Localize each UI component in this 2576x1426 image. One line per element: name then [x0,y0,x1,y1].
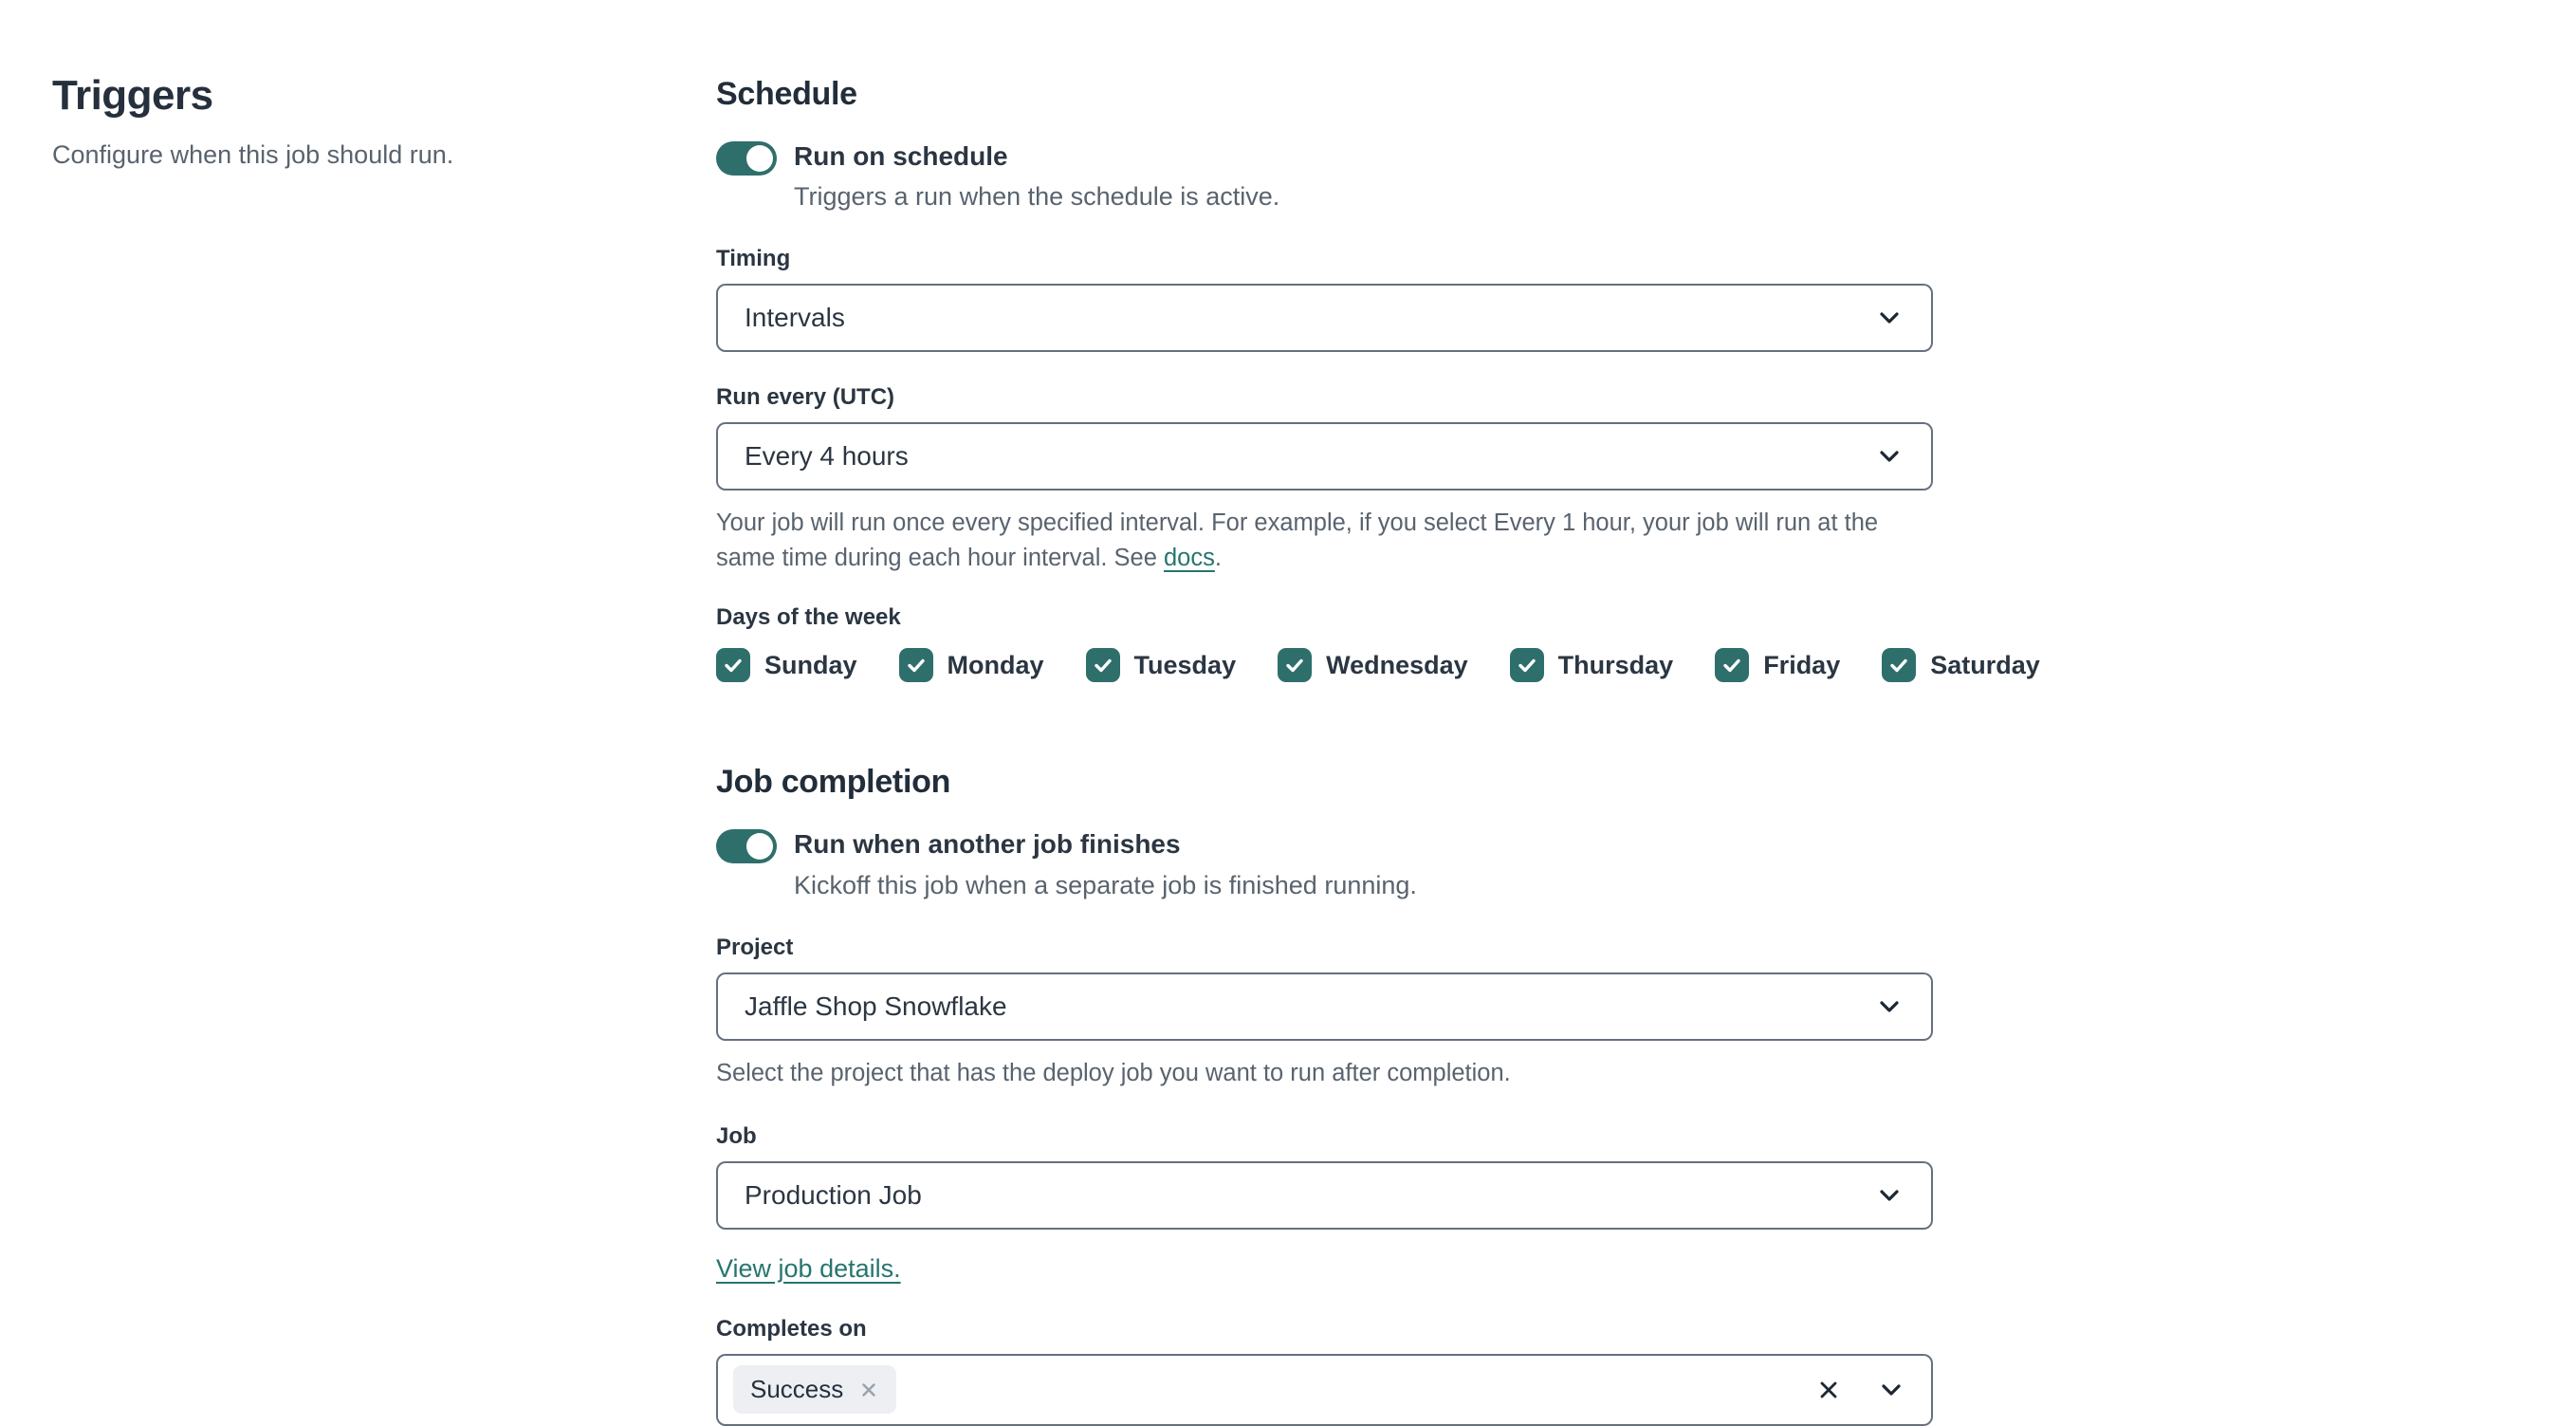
chevron-down-icon [1874,991,1904,1022]
run-when-job-finishes-description: Kickoff this job when a separate job is finished running. [794,870,1417,899]
view-job-details-row [716,1254,1933,1284]
schedule-heading: Schedule [716,76,857,112]
day-checkbox-tuesday[interactable] [1086,648,1237,682]
day-label: Thursday [1557,650,1674,679]
project-field-group [716,935,1933,1091]
completes-on-multiselect[interactable] [716,1354,1933,1426]
checked-checkbox-icon [1510,648,1544,682]
project-help-text: Select the project that has the deploy job you want to run after completion. [716,1059,1511,1086]
page-title: Triggers [52,72,213,119]
triggers-form [716,76,2040,1426]
checked-checkbox-icon [1882,648,1916,682]
help-text-before: Your job will run once every specified interval. For example, if you select Every 1 hour, your job will run at the same time during each hour interval. See [716,509,1879,572]
day-label: Sunday [764,650,857,679]
completes-on-field-group [716,1316,1933,1426]
timing-field-group [716,246,1933,352]
tag-label: Success [750,1375,844,1404]
job-field-group [716,1123,1933,1284]
toggle-text [794,827,1417,901]
day-checkbox-wednesday[interactable] [1278,648,1468,682]
job-select[interactable] [716,1161,1933,1230]
day-label: Saturday [1930,650,2040,679]
remove-tag-icon[interactable] [858,1380,879,1400]
day-checkbox-friday[interactable] [1715,648,1840,682]
project-select-value: Jaffle Shop Snowflake [745,991,1007,1021]
timing-label: Timing [716,246,791,272]
project-label: Project [716,934,794,960]
project-select[interactable] [716,972,1933,1041]
day-checkbox-saturday[interactable] [1882,648,2040,682]
toggle-text [794,139,1279,213]
clear-all-icon[interactable] [1815,1377,1842,1403]
days-of-week-label: Days of the week [716,604,901,631]
chevron-down-icon [1874,1180,1904,1211]
day-label: Monday [947,650,1044,679]
toggle-knob [746,145,773,172]
run-on-schedule-description: Triggers a run when the schedule is active. [794,182,1280,212]
run-when-job-finishes-row [716,827,1933,901]
run-when-job-finishes-label: Run when another job finishes [794,829,1181,860]
run-on-schedule-label: Run on schedule [794,141,1008,171]
days-of-week-row [716,648,2040,682]
checked-checkbox-icon [1278,648,1312,682]
job-select-value: Production Job [745,1179,922,1210]
toggle-knob [746,833,773,860]
view-job-details-link[interactable]: View job details. [716,1253,901,1283]
run-when-job-finishes-toggle[interactable] [716,829,777,863]
timing-select-value: Intervals [745,303,845,333]
run-on-schedule-toggle[interactable] [716,141,777,176]
chevron-down-icon [1874,303,1904,333]
run-every-select-value: Every 4 hours [745,441,909,472]
multiselect-controls [1815,1375,1906,1405]
checked-checkbox-icon [1715,648,1749,682]
run-every-label: Run every (UTC) [716,384,895,411]
selected-tag-success [733,1365,896,1414]
day-label: Friday [1763,650,1841,679]
day-checkbox-monday[interactable] [899,648,1044,682]
run-on-schedule-row [716,139,1933,213]
run-every-help-text [716,506,1933,576]
checked-checkbox-icon [1086,648,1120,682]
chevron-down-icon[interactable] [1876,1375,1906,1405]
day-label: Wednesday [1326,650,1468,679]
day-label: Tuesday [1133,650,1237,679]
checked-checkbox-icon [716,648,750,682]
days-of-week-group [716,604,2040,682]
run-every-select[interactable] [716,422,1933,491]
checked-checkbox-icon [899,648,933,682]
triggers-section-intro [52,72,640,170]
run-every-field-group [716,384,1933,576]
day-checkbox-thursday[interactable] [1510,648,1674,682]
docs-link[interactable]: docs [1164,545,1215,572]
page-subtitle: Configure when this job should run. [52,140,454,169]
chevron-down-icon [1874,441,1904,472]
job-label: Job [716,1122,757,1149]
timing-select[interactable] [716,284,1933,352]
help-text-after: . [1214,545,1222,572]
completes-on-label: Completes on [716,1315,867,1342]
day-checkbox-sunday[interactable] [716,648,857,682]
job-completion-heading: Job completion [716,764,951,801]
